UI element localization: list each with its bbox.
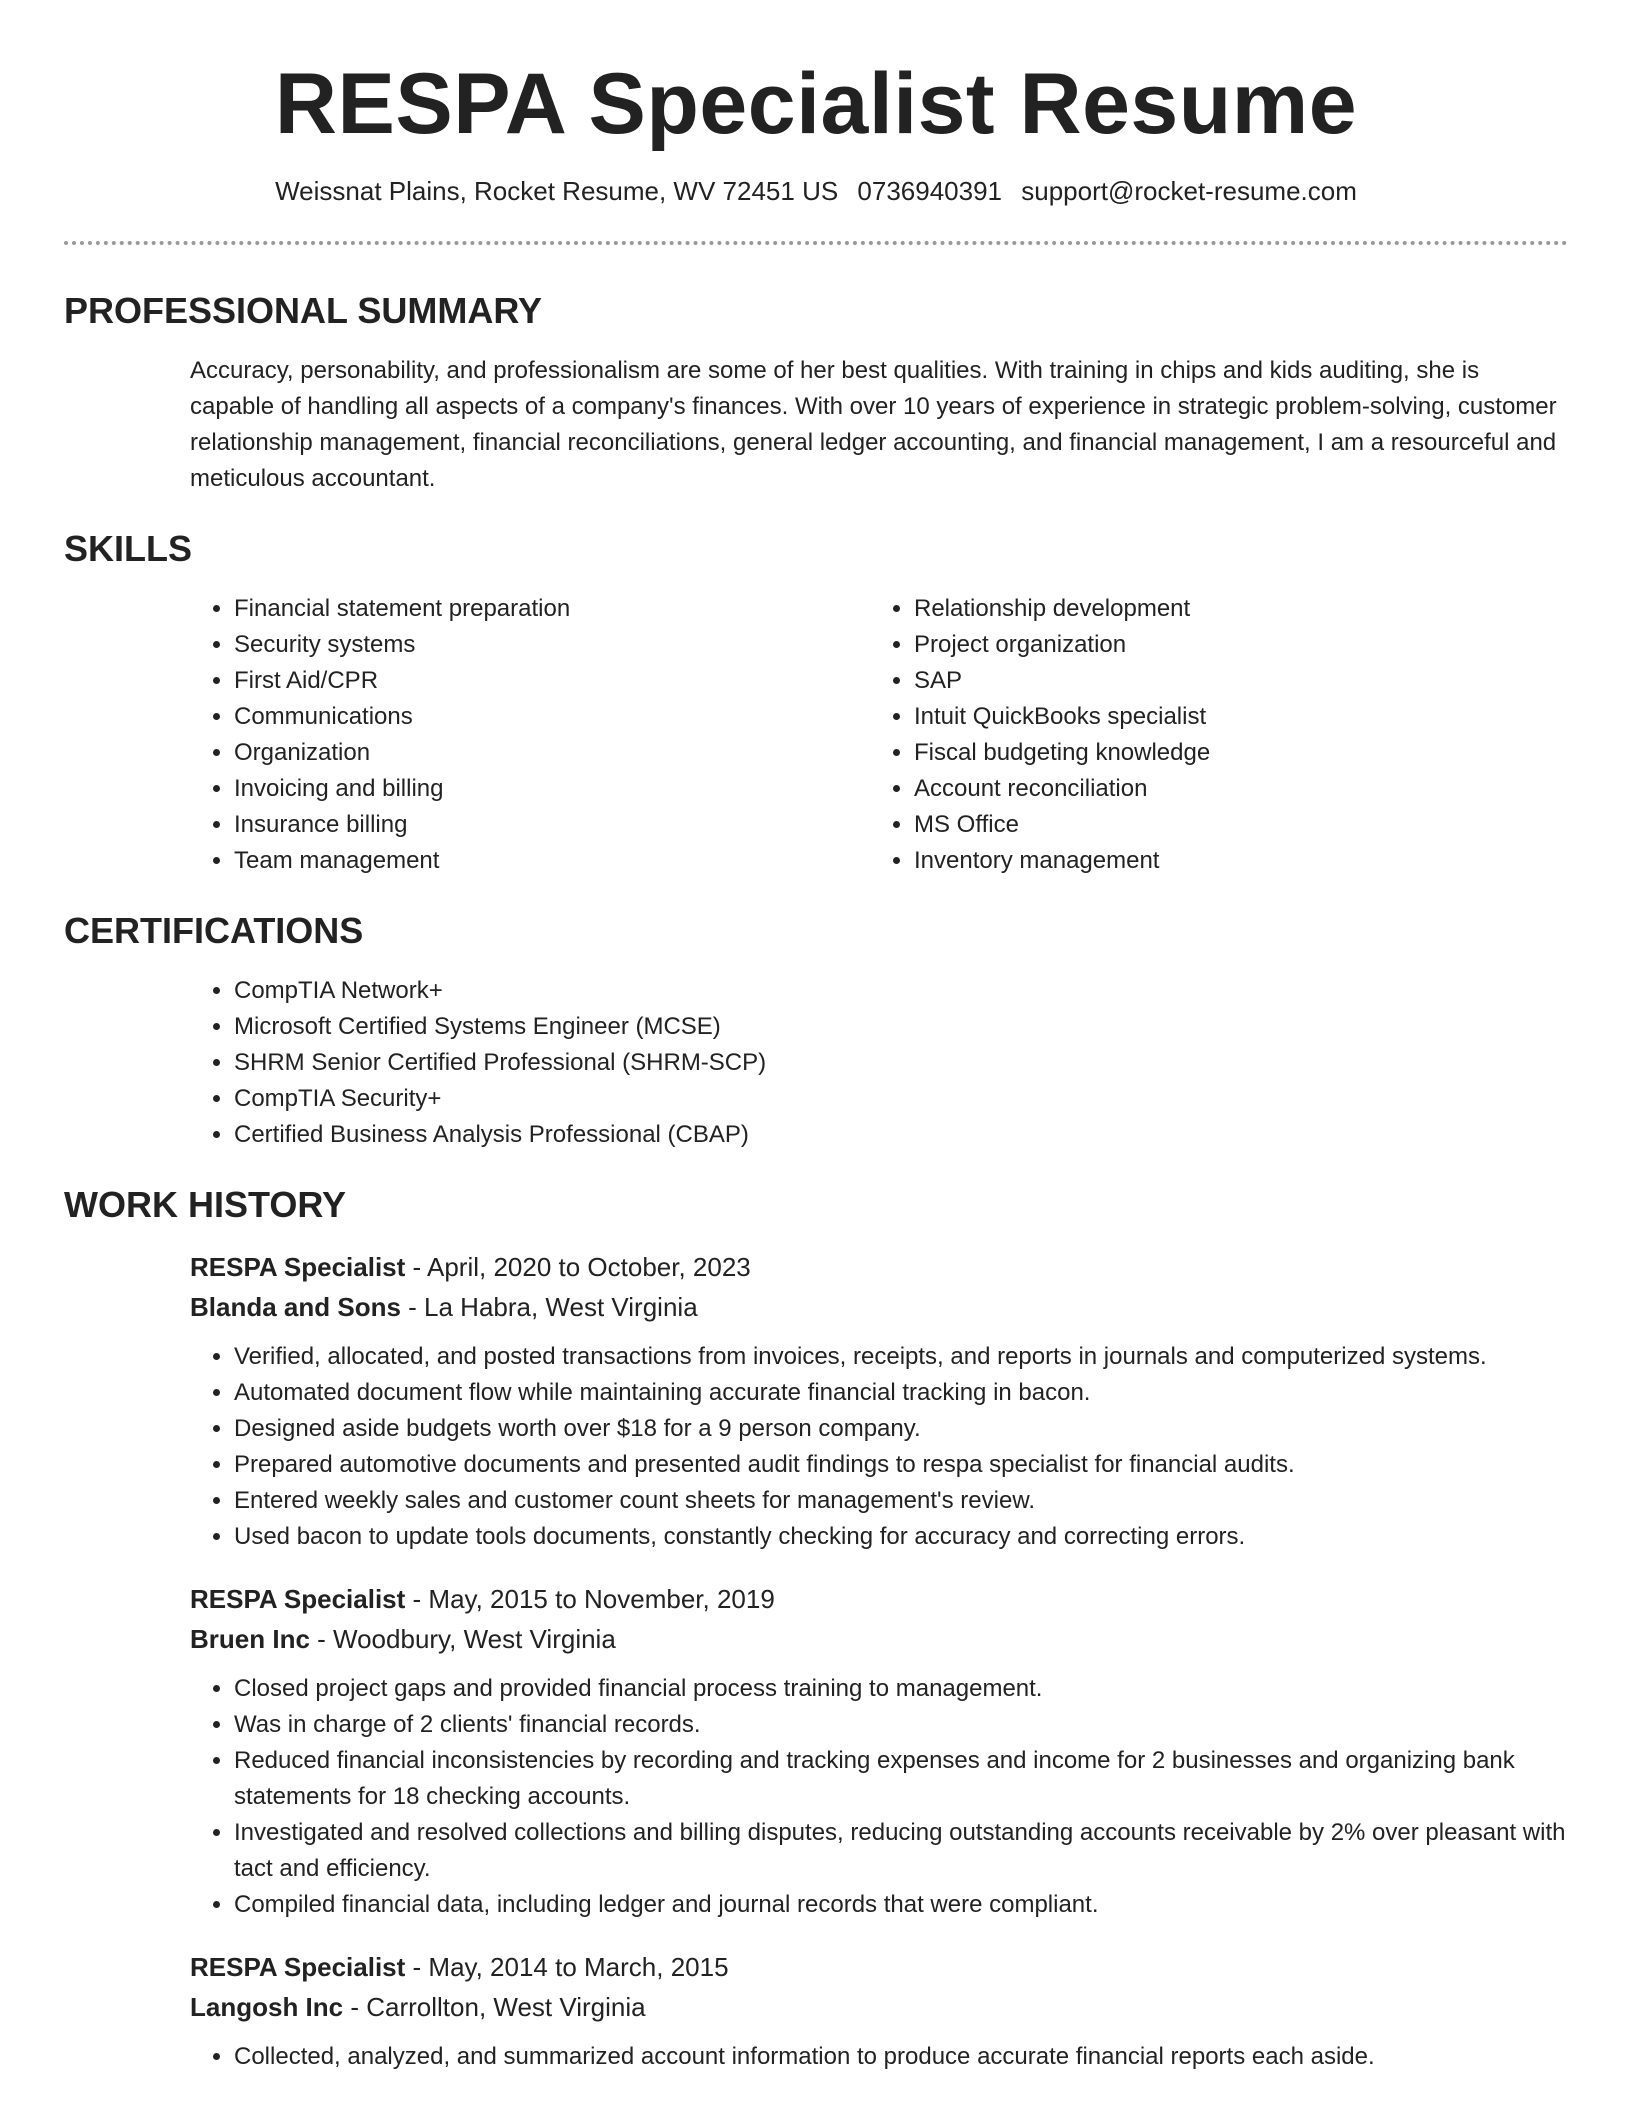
- job-dates: - April, 2020 to October, 2023: [405, 1252, 751, 1282]
- job-bullet: • Investigated and resolved collections and billing disputes, reducing outstanding accounts receivable by 2% over pleasant with tact and efficiency.: [234, 1815, 1568, 1887]
- skill-item: • MS Office: [914, 807, 1550, 843]
- skill-item: • Inventory management: [914, 843, 1550, 879]
- resume-title: RESPA Specialist Resume: [274, 56, 1358, 152]
- certifications-heading: CERTIFICATIONS: [64, 910, 364, 951]
- contact-line: [64, 174, 1568, 208]
- job-bullet: • Was in charge of 2 clients' financial records.: [234, 1707, 1568, 1743]
- job-dates: - May, 2015 to November, 2019: [405, 1584, 775, 1614]
- email-text: support@rocket-resume.com: [1021, 176, 1357, 206]
- skill-item: • Organization: [234, 735, 870, 771]
- certification-item: • Certified Business Analysis Professional (CBAP): [234, 1117, 1568, 1153]
- job-company: Bruen Inc: [190, 1624, 310, 1654]
- skill-item: • SAP: [914, 663, 1550, 699]
- job-bullet: • Closed project gaps and provided financial process training to management.: [234, 1671, 1568, 1707]
- job-title-line: [190, 1579, 1568, 1619]
- job-title: RESPA Specialist: [190, 1584, 406, 1614]
- job-bullet: • Designed aside budgets worth over $18 for a 9 person company.: [234, 1411, 1568, 1447]
- job-title: RESPA Specialist: [190, 1252, 406, 1282]
- job-title-line: [190, 1247, 1568, 1287]
- certification-item: • CompTIA Security+: [234, 1081, 1568, 1117]
- address-text: Weissnat Plains, Rocket Resume, WV 72451 US: [275, 176, 839, 206]
- certifications-list: [190, 973, 1568, 1153]
- skill-item: • Project organization: [914, 627, 1550, 663]
- job-location: - Carrollton, West Virginia: [343, 1992, 646, 2022]
- job-location: - Woodbury, West Virginia: [309, 1624, 616, 1654]
- job-bullet: • Verified, allocated, and posted transactions from invoices, receipts, and reports in journals and computerized systems.: [234, 1339, 1568, 1375]
- job-bullet: • Prepared automotive documents and presented audit findings to respa specialist for financial audits.: [234, 1447, 1568, 1483]
- summary-text: Accuracy, personability, and professionalism are some of her best qualities. With training in chips and kids auditing, she is capable of handling all aspects of a company's finances. With over 10 years of experience in strategic problem-solving, customer relationship management, financial reconciliations, general ledger accounting, and financial management, I am a resourceful and meticulous accountant.: [190, 357, 1557, 492]
- skill-item: • First Aid/CPR: [234, 663, 870, 699]
- job-company-line: [190, 1619, 1568, 1659]
- skill-item: • Security systems: [234, 627, 870, 663]
- skill-item: • Team management: [234, 843, 870, 879]
- skills-heading: SKILLS: [64, 528, 193, 569]
- job-title: RESPA Specialist: [190, 1952, 406, 1982]
- skill-item: • Insurance billing: [234, 807, 870, 843]
- job-title-line: [190, 1947, 1568, 1987]
- certification-item: • Microsoft Certified Systems Engineer (MCSE): [234, 1009, 1568, 1045]
- resume-page: [64, 0, 1568, 2075]
- skill-item: • Account reconciliation: [914, 771, 1550, 807]
- skill-item: • Communications: [234, 699, 870, 735]
- skills-column-right: [870, 591, 1550, 879]
- skill-item: • Invoicing and billing: [234, 771, 870, 807]
- certification-item: • SHRM Senior Certified Professional (SHRM-SCP): [234, 1045, 1568, 1081]
- job-company-line: [190, 1987, 1568, 2027]
- job-bullets: [190, 2039, 1568, 2075]
- job-bullet: • Used bacon to update tools documents, constantly checking for accuracy and correcting errors.: [234, 1519, 1568, 1555]
- job-location: - La Habra, West Virginia: [400, 1292, 698, 1322]
- skill-item: • Financial statement preparation: [234, 591, 870, 627]
- header-divider: [64, 241, 1568, 245]
- skills-column-left: [190, 591, 870, 879]
- job-bullet: • Collected, analyzed, and summarized account information to produce accurate financial reports each aside.: [234, 2039, 1568, 2075]
- job-company: Langosh Inc: [190, 1992, 344, 2022]
- skill-item: • Intuit QuickBooks specialist: [914, 699, 1550, 735]
- job-entry: [190, 1947, 1568, 2075]
- job-bullet: • Compiled financial data, including ledger and journal records that were compliant.: [234, 1887, 1568, 1923]
- job-company-line: [190, 1287, 1568, 1327]
- skills-list: [190, 591, 1568, 879]
- job-bullet: • Reduced financial inconsistencies by recording and tracking expenses and income for 2 businesses and organizing bank statements for 18 checking accounts.: [234, 1743, 1568, 1815]
- summary-heading: PROFESSIONAL SUMMARY: [64, 290, 543, 331]
- phone-text: 0736940391: [857, 176, 1003, 206]
- certification-item: • CompTIA Network+: [234, 973, 1568, 1009]
- job-bullets: [190, 1339, 1568, 1555]
- job-entry: [190, 1579, 1568, 1923]
- skill-item: • Fiscal budgeting knowledge: [914, 735, 1550, 771]
- job-bullets: [190, 1671, 1568, 1923]
- skill-item: • Relationship development: [914, 591, 1550, 627]
- work-history-heading: WORK HISTORY: [64, 1184, 347, 1225]
- job-dates: - May, 2014 to March, 2015: [405, 1952, 729, 1982]
- job-company: Blanda and Sons: [190, 1292, 401, 1322]
- job-bullet: • Entered weekly sales and customer count sheets for management's review.: [234, 1483, 1568, 1519]
- job-entry: [190, 1247, 1568, 1555]
- job-bullet: • Automated document flow while maintaining accurate financial tracking in bacon.: [234, 1375, 1568, 1411]
